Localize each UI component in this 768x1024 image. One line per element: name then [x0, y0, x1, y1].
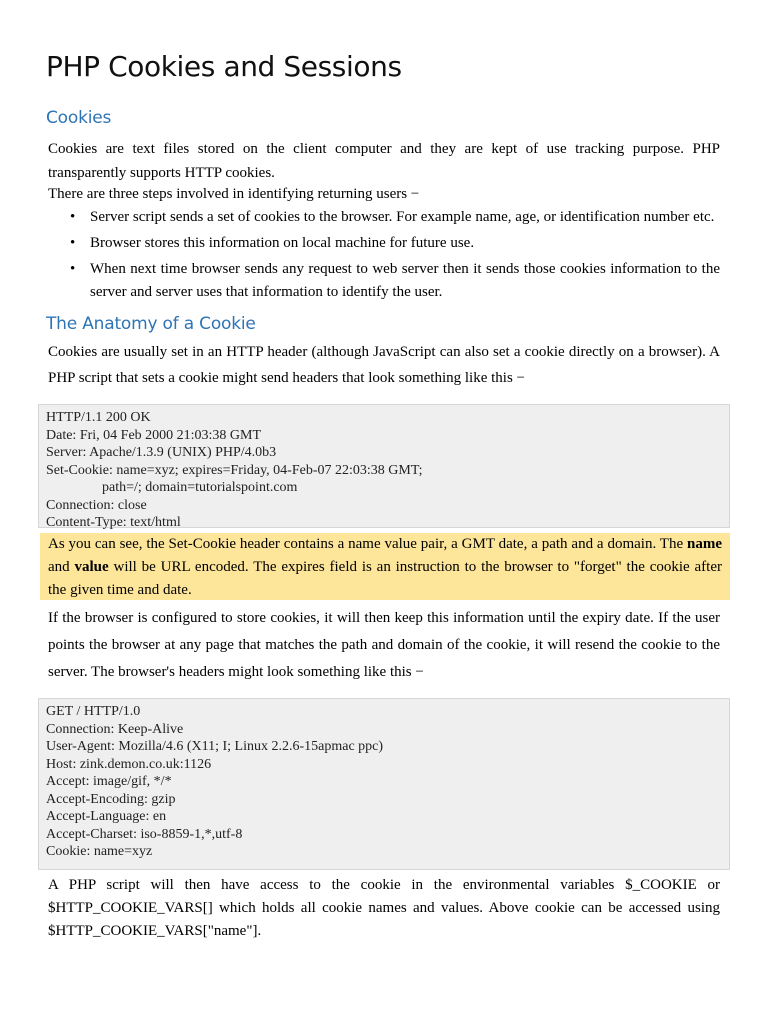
highlight-text-before: As you can see, the Set-Cookie header contains a name value pair, a GMT date, a path and a domain. The [48, 536, 687, 552]
highlight-text-after: will be URL encoded. The expires field is an instruction to the browser to "forget" the cookie after the given time and date. [48, 559, 722, 598]
list-item: • When next time browser sends any request to web server then it sends those cookies information to the server and server uses that information to identify the user. [48, 258, 720, 304]
list-item: • Browser stores this information on local machine for future use. [48, 232, 720, 255]
cookies-heading: Cookies [46, 108, 112, 128]
name-term: name [687, 536, 722, 552]
request-headers-code: GET / HTTP/1.0 Connection: Keep-Alive User-Agent: Mozilla/4.6 (X11; I; Linux 2.2.6-15apmac ppc) Host: zink.demon.co.uk:1126 Accept: image/gif, */* Accept-Encoding: gzip Accept-Language: en Accept-Charset: iso-8859-1,*,utf-8 Cookie: name=xyz [38, 698, 730, 870]
anatomy-intro-paragraph: Cookies are usually set in an HTTP header (although JavaScript can also set a cookie directly on a browser). A PHP script that sets a cookie might send headers that look something like this − [48, 344, 720, 386]
page-title: PHP Cookies and Sessions [46, 50, 402, 83]
browser-storage-paragraph: If the browser is configured to store cookies, it will then keep this information until the expiry date. If the user points the browser at any page that matches the path and domain of the cookie, it will resend the cookie to the server. The browser's headers might look something like this − [48, 610, 720, 680]
list-item: • Server script sends a set of cookies to the browser. For example name, age, or identification number etc. [48, 206, 720, 229]
cookies-intro-paragraph: Cookies are text files stored on the client computer and they are kept of use tracking purpose. PHP transparently supports HTTP cookies. [48, 141, 720, 181]
steps-list [48, 206, 720, 307]
steps-intro-paragraph: There are three steps involved in identifying returning users − [48, 186, 420, 202]
highlighted-note [40, 533, 730, 600]
anatomy-heading: The Anatomy of a Cookie [46, 314, 256, 334]
value-term: value [74, 559, 109, 575]
response-headers-code: HTTP/1.1 200 OK Date: Fri, 04 Feb 2000 21:03:38 GMT Server: Apache/1.3.9 (UNIX) PHP/4.0b3 Set-Cookie: name=xyz; expires=Friday, 04-Feb-07 22:03:38 GMT; path=/; domain=tutorialspoint.com Connection: close Content-Type: text/html [38, 404, 730, 528]
cookie-access-paragraph: A PHP script will then have access to the cookie in the environmental variables $_COOKIE or $HTTP_COOKIE_VARS[] which holds all cookie names and values. Above cookie can be accessed using $HTTP_COOKIE_VARS["name"]. [48, 877, 720, 939]
highlight-text-and: and [48, 559, 75, 575]
